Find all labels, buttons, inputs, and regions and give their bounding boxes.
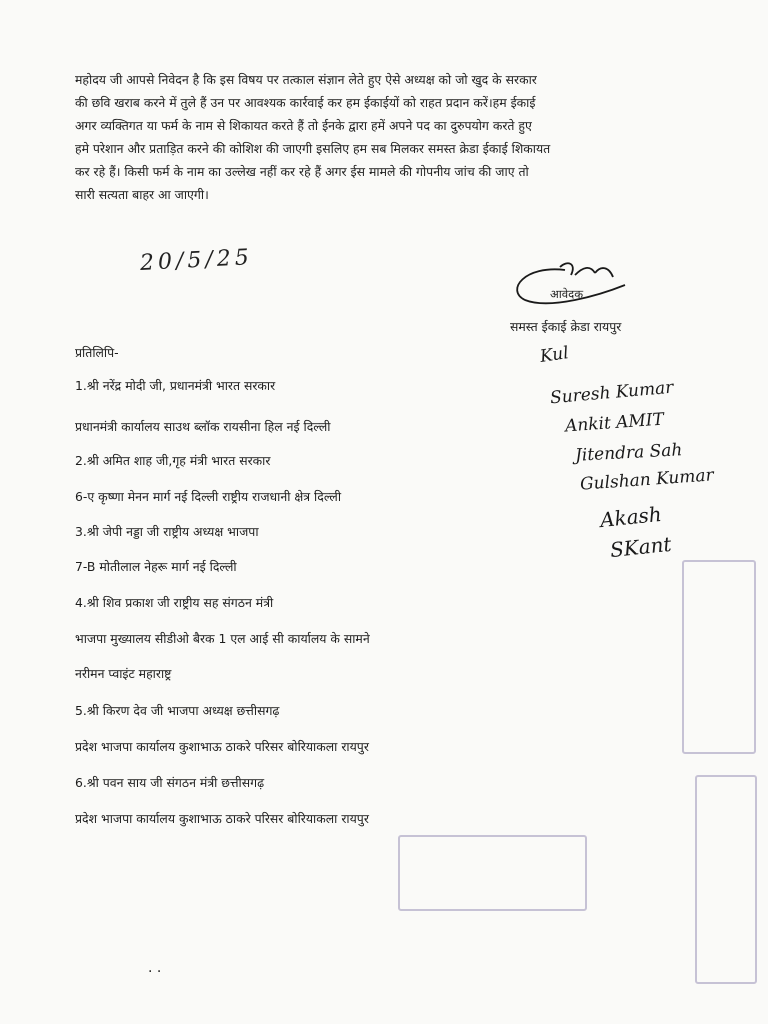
handwritten-signature: Gulshan Kumar	[579, 465, 715, 495]
copy-to-line: प्रदेश भाजपा कार्यालय कुशाभाऊ ठाकरे परिसर बोरियाकला रायपुर	[75, 811, 369, 826]
copy-to-line: प्रदेश भाजपा कार्यालय कुशाभाऊ ठाकरे परिसर बोरियाकला रायपुर	[75, 739, 369, 754]
paragraph-line: की छवि खराब करने में तुले हैं उन पर आवश्यक कार्रवाई कर हम ईकाईयों को राहत प्रदान करें।हम ईकाई	[75, 95, 536, 110]
handwritten-signature: Jitendra Sah	[574, 440, 683, 466]
handwritten-signature: Suresh Kumar	[549, 377, 675, 409]
handwritten-signature: Ankit AMIT	[564, 409, 665, 437]
footer-marks: . .	[148, 960, 162, 976]
copy-to-line: 1.श्री नरेंद्र मोदी जी, प्रधानमंत्री भारत सरकार	[75, 378, 276, 393]
receipt-stamp	[695, 775, 757, 984]
applicant-signature-scribble	[505, 255, 655, 315]
paragraph-line: हमे परेशान और प्रताड़ित करने की कोशिश की जाएगी इसलिए हम सब मिलकर समस्त क्रेडा ईकाई शिकायत	[75, 141, 551, 156]
copy-to-line: 6.श्री पवन साय जी संगठन मंत्री छत्तीसगढ़	[75, 775, 265, 790]
handwritten-signature: SKant	[608, 531, 673, 563]
receipt-stamp	[398, 835, 587, 911]
paragraph-line: कर रहे हैं। किसी फर्म के नाम का उल्लेख नहीं कर रहे हैं अगर ईस मामले की गोपनीय जांच की जाए तो	[75, 164, 529, 179]
copy-to-line: प्रधानमंत्री कार्यालय साउथ ब्लॉक रायसीना हिल नई दिल्ली	[75, 419, 331, 434]
copy-to-line: 7-B मोतीलाल नेहरू मार्ग नई दिल्ली	[75, 559, 237, 574]
applicant-label: आवेदक	[550, 287, 584, 301]
receipt-stamp	[682, 560, 756, 754]
copy-to-line: 6-ए कृष्णा मेनन मार्ग नई दिल्ली राष्ट्रीय राजधानी क्षेत्र दिल्ली	[75, 489, 342, 504]
copy-to-line: भाजपा मुख्यालय सीडीओ बैरक 1 एल आई सी कार्यालय के सामने	[75, 631, 370, 646]
copy-to-line: 2.श्री अमित शाह जी,गृह मंत्री भारत सरकार	[75, 453, 271, 468]
sender-organization: समस्त ईकाई क्रेडा रायपुर	[510, 319, 622, 334]
copy-to-title: प्रतिलिपि-	[75, 345, 119, 360]
handwritten-signature: Kul	[538, 343, 570, 367]
body-paragraph	[75, 68, 675, 206]
handwritten-signature: Akash	[598, 501, 663, 533]
handwritten-signatures	[520, 345, 750, 585]
paragraph-line: अगर व्यक्तिगत या फर्म के नाम से शिकायत करते हैं तो ईनके द्वारा हमें अपने पद का दुरुपयोग करते हुए	[75, 118, 532, 133]
copy-to-line: 3.श्री जेपी नड्डा जी राष्ट्रीय अध्यक्ष भाजपा	[75, 524, 259, 539]
copy-to-line: नरीमन प्वाइंट महाराष्ट्र	[75, 666, 172, 681]
copy-to-line: 5.श्री किरण देव जी भाजपा अध्यक्ष छत्तीसगढ़	[75, 703, 280, 718]
paragraph-line: महोदय जी आपसे निवेदन है कि इस विषय पर तत्काल संज्ञान लेते हुए ऐसे अध्यक्ष को जो खुद के सरकार	[75, 72, 537, 87]
copy-to-line: 4.श्री शिव प्रकाश जी राष्ट्रीय सह संगठन मंत्री	[75, 595, 274, 610]
handwritten-date: 20/5/25	[139, 245, 254, 276]
paragraph-line: सारी सत्यता बाहर आ जाएगी।	[75, 187, 209, 202]
